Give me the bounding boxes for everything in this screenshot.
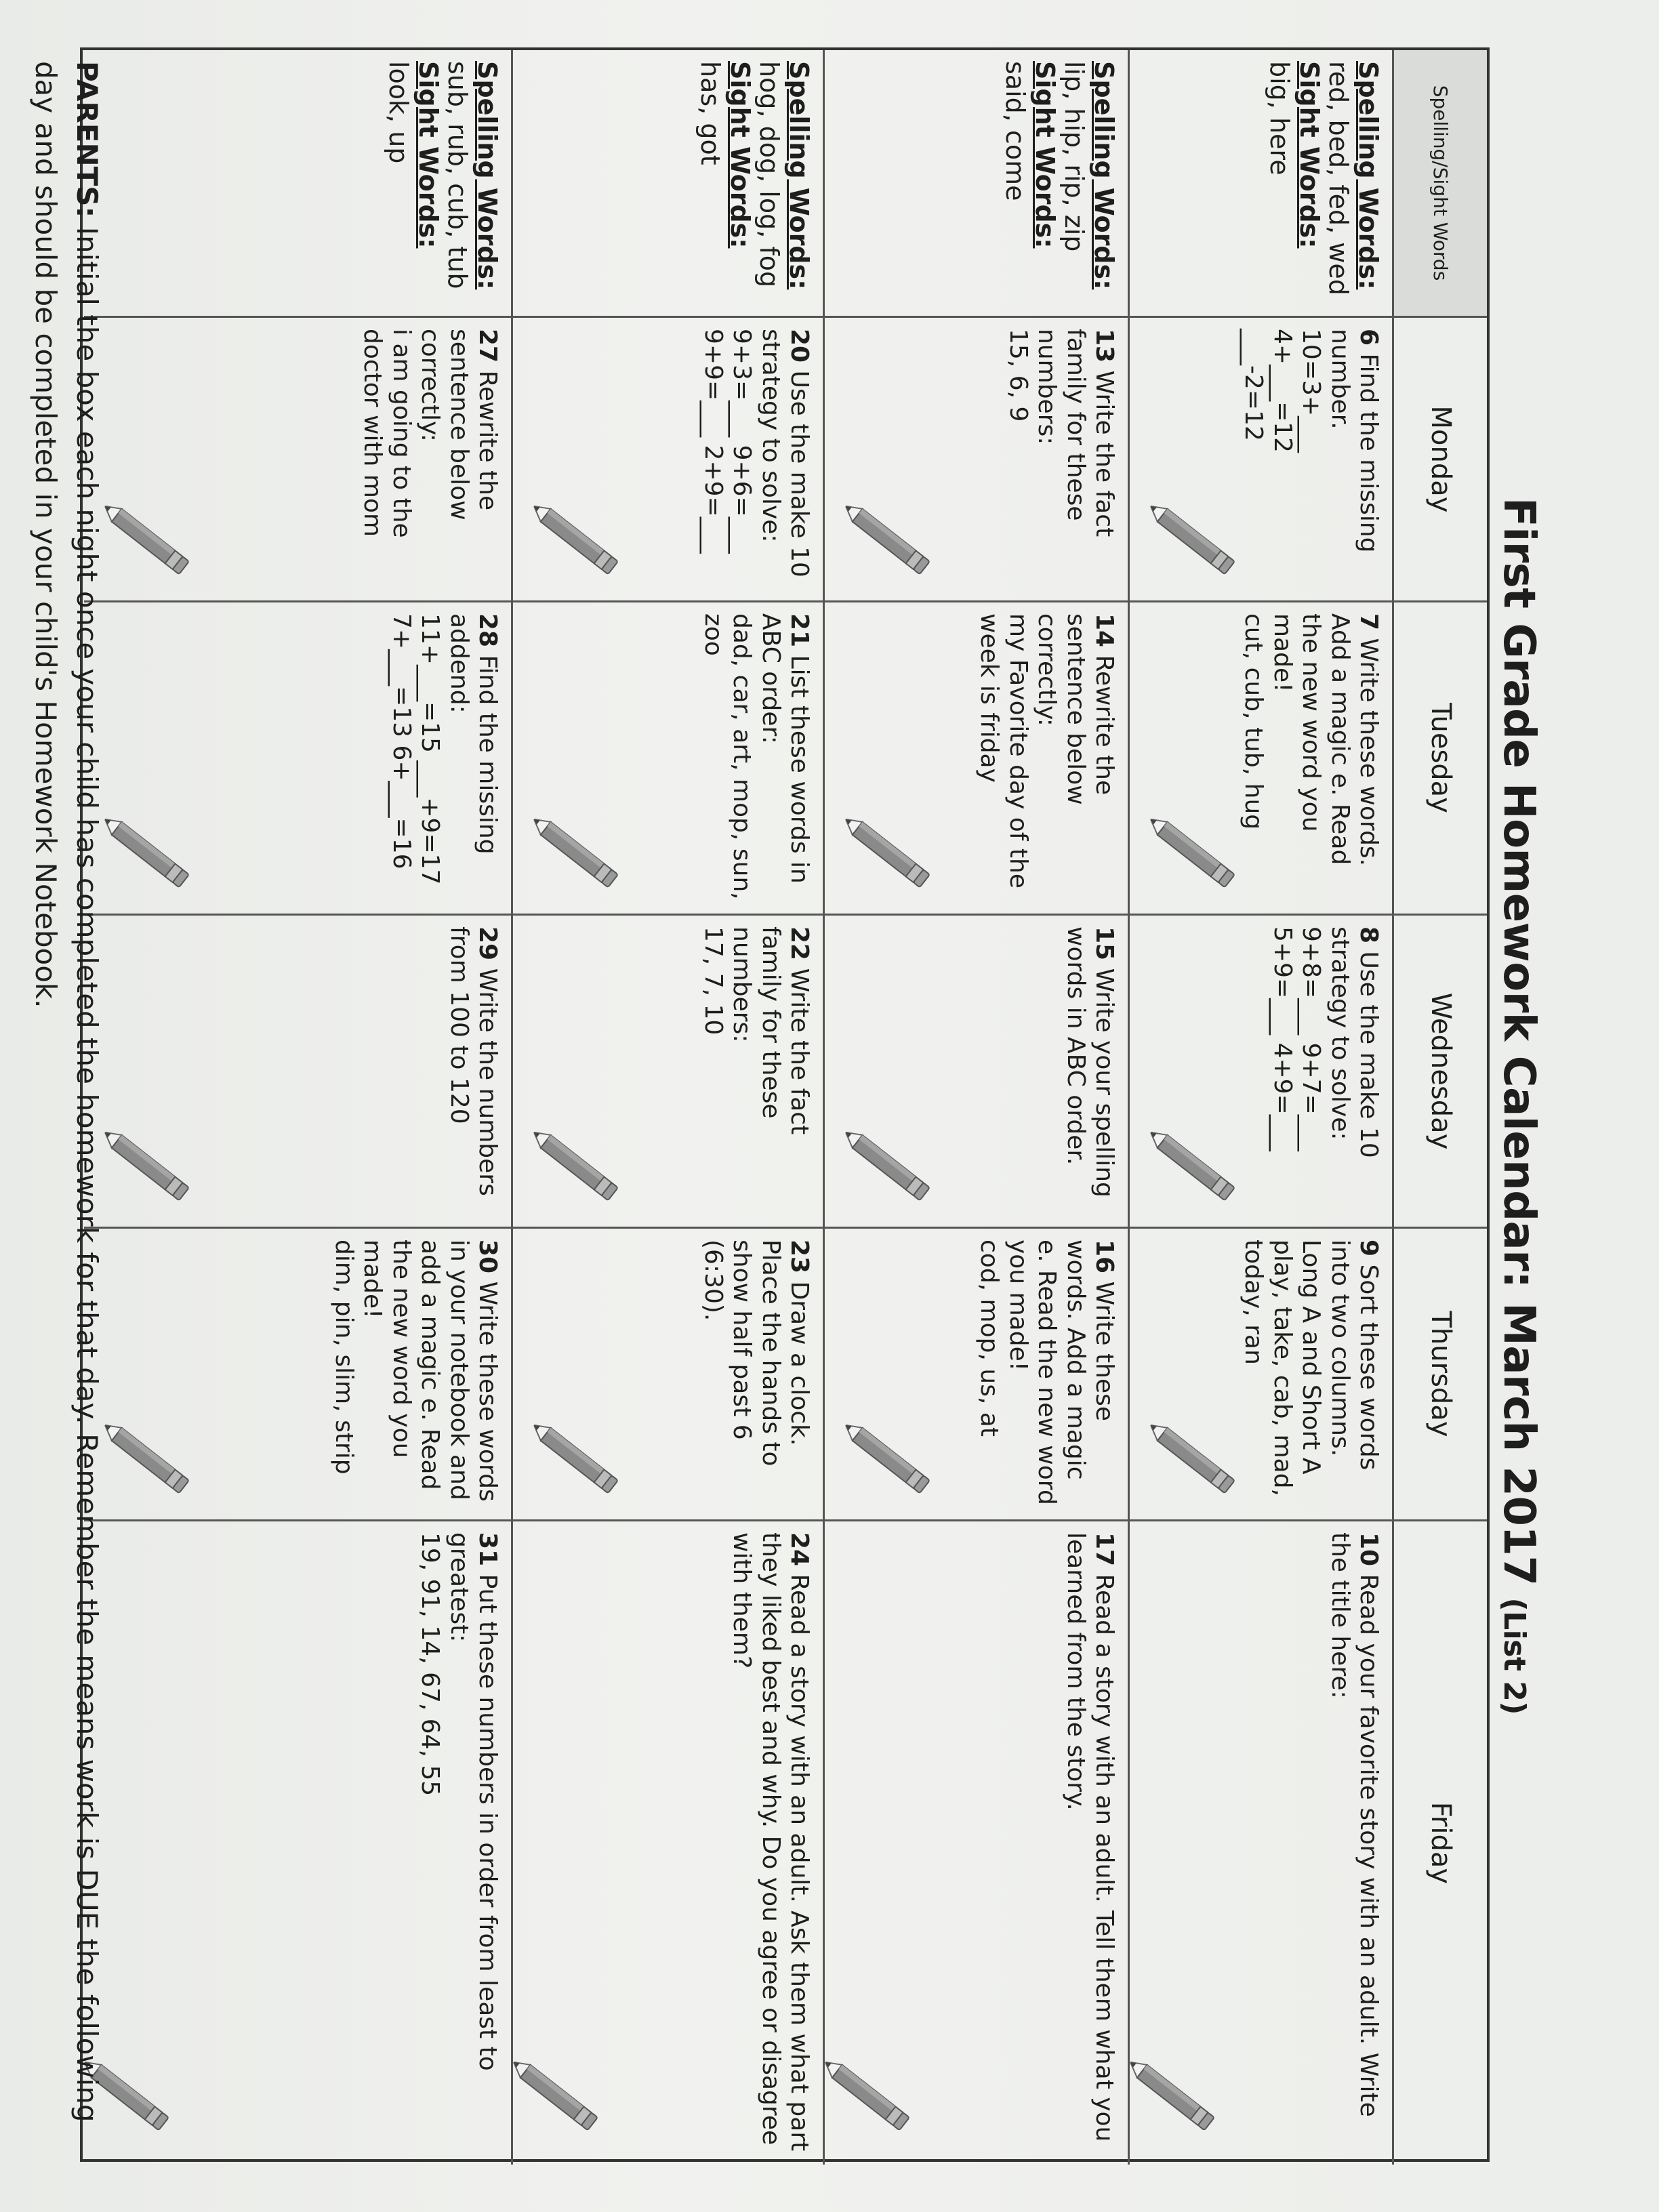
day-task: Use the make 10 strategy to solve: 9+8=___ 9+7=___ 5+9=___ 4+9=___ [1268,926,1382,1158]
sight-words: said, come [1000,61,1030,201]
day-task: Rewrite the sentence below correctly: i am going to the doctor with mom [359,329,501,538]
spelling-cell [84,50,511,318]
day-task: Write these words in your notebook and add a magic e. Read the new word you made! dim, pin, slim, strip [329,1240,501,1502]
day-cell[interactable] [511,318,823,602]
day-number: 20 [785,329,813,363]
header-tuesday: Tuesday [1392,602,1487,916]
day-task: Find the missing addend: 11+___=15 ___+9=17 7+___=13 6+___=16 [387,613,501,885]
day-number: 10 [1355,1532,1382,1567]
header-friday: Friday [1392,1521,1487,2165]
day-number: 24 [785,1532,813,1567]
title-text: First Grade Homework Calendar: March 2017 [1494,497,1544,1586]
day-cell[interactable] [1128,916,1392,1229]
day-number: 29 [474,926,501,961]
spelling-label: Spelling Words: [784,61,814,290]
pencil-icon [838,495,935,579]
day-number: 23 [785,1240,813,1274]
day-task: Find the missing number. 10=3+___ 4+___=12 ___-2=12 [1240,329,1382,553]
day-number: 22 [785,926,813,961]
day-number: 28 [474,613,501,648]
pencil-icon [838,1414,935,1498]
spelling-words: hog, dog, log, fog [754,61,785,288]
day-cell[interactable] [84,318,511,602]
pencil-icon [823,2051,914,2135]
sight-label: Sight Words: [1294,61,1324,249]
spelling-label: Spelling Words: [1089,61,1119,290]
pencil-icon [838,808,935,893]
day-task: Read a story with an adult. Ask them what part they liked best and why. Do you agree or disagree with them? [728,1532,813,2152]
pencil-icon [526,1414,623,1498]
day-cell[interactable] [1128,1521,1392,2165]
day-number: 9 [1355,1240,1382,1257]
day-number: 8 [1355,926,1382,944]
day-number: 27 [474,329,501,363]
spelling-label: Spelling Words: [472,61,502,290]
pencil-icon [1128,2051,1218,2135]
day-cell[interactable] [823,916,1128,1229]
sight-label: Sight Words: [1029,61,1060,249]
day-cell[interactable] [1128,602,1392,916]
pencil-icon [511,2051,602,2135]
calendar-grid [80,47,1490,2162]
sight-words: big, here [1264,61,1294,176]
pencil-icon [526,808,623,893]
header-spelling-sight: Spelling/Sight Words [1392,50,1487,318]
pencil-icon [526,1122,623,1206]
parents-text: Initial the box each night once your child has completed the homework for that day. Remember the means work is DUE the following day and should be completed in your child's Homework Notebook. [29,61,104,2123]
day-number: 31 [474,1532,501,1567]
day-task: Draw a clock. Place the hands to show half past 6 (6:30). [699,1240,813,1467]
pencil-icon [97,1414,194,1498]
page-title [1494,0,1544,2212]
spelling-label: Spelling Words: [1353,61,1383,290]
day-task: Write the fact family for these numbers: 17, 7, 10 [699,926,813,1135]
day-cell[interactable] [823,1229,1128,1521]
spelling-words: sub, rub, cub, tub [443,61,473,289]
day-number: 21 [785,613,813,648]
day-cell[interactable] [84,602,511,916]
day-number: 7 [1355,613,1382,631]
day-cell[interactable] [511,602,823,916]
pencil-icon [526,495,623,579]
spelling-cell [823,50,1128,318]
spelling-cell [1128,50,1392,318]
header-monday: Monday [1392,318,1487,602]
day-task: Write the fact family for these numbers: 15, 6, 9 [1004,329,1118,537]
day-number: 30 [474,1240,501,1274]
pencil-icon [97,808,194,893]
day-task: Write these words. Add a magic e. Read the new word you made! cod, mop, us, at [975,1240,1118,1505]
day-task: Read a story with an adult. Tell them what you learned from the story. [1061,1532,1118,2142]
day-number: 6 [1355,329,1382,346]
day-cell[interactable] [84,916,511,1229]
parents-label: PARENTS: [70,61,104,218]
day-task: Write your spelling words in ABC order. [1061,926,1118,1197]
pencil-icon [1143,808,1240,893]
day-task: List these words in ABC order: dad, car, art, mop, sun, zoo [699,613,813,900]
day-number: 16 [1090,1240,1118,1274]
day-cell[interactable] [823,602,1128,916]
sight-label: Sight Words: [724,61,755,249]
sight-label: Sight Words: [413,61,443,249]
day-cell[interactable] [823,318,1128,602]
spelling-words: red, bed, fed, wed [1324,61,1354,295]
header-thursday: Thursday [1392,1229,1487,1521]
spelling-cell [511,50,823,318]
pencil-icon [97,495,194,579]
day-task: Write the numbers from 100 to 120 [445,926,501,1196]
sight-words: has, got [695,61,725,165]
day-number: 17 [1090,1532,1118,1567]
spelling-words: lip, hip, rip, zip [1059,61,1090,252]
day-cell[interactable] [511,916,823,1229]
day-cell[interactable] [511,1229,823,1521]
day-cell[interactable] [511,1521,823,2165]
sight-words: look, up [383,61,413,164]
day-number: 13 [1090,329,1118,363]
day-number: 15 [1090,926,1118,961]
parents-note [24,61,107,2175]
day-cell[interactable] [84,1229,511,1521]
day-task: Write these words. Add a magic e. Read the new word you made! cut, cub, tub, hug [1240,613,1382,867]
pencil-icon [838,1122,935,1206]
day-cell[interactable] [823,1521,1128,2165]
pencil-icon [1143,1414,1240,1498]
pencil-icon [1143,1122,1240,1206]
day-task: Use the make 10 strategy to solve: 9+3=___ 9+6=___ 9+9=___ 2+9=___ [699,329,813,577]
header-wednesday: Wednesday [1392,916,1487,1229]
day-task: Put these numbers in order from least to greatest: 19, 91, 14, 67, 64, 55 [416,1532,501,2071]
title-list-number: (List 2) [1497,1597,1532,1715]
day-cell[interactable] [1128,1229,1392,1521]
day-task: Sort these words into two columns. Long A and Short A play, take, cab, mad, today, ran [1240,1240,1382,1496]
day-number: 14 [1090,613,1118,648]
day-task: Rewrite the sentence below correctly: my Favorite day of the week is friday [975,613,1118,889]
pencil-icon [97,1122,194,1206]
day-cell[interactable] [1128,318,1392,602]
pencil-icon [1143,495,1240,579]
day-task: Read your favorite story with an adult. Write the title here: [1326,1532,1382,2117]
day-cell[interactable] [84,1521,511,2165]
